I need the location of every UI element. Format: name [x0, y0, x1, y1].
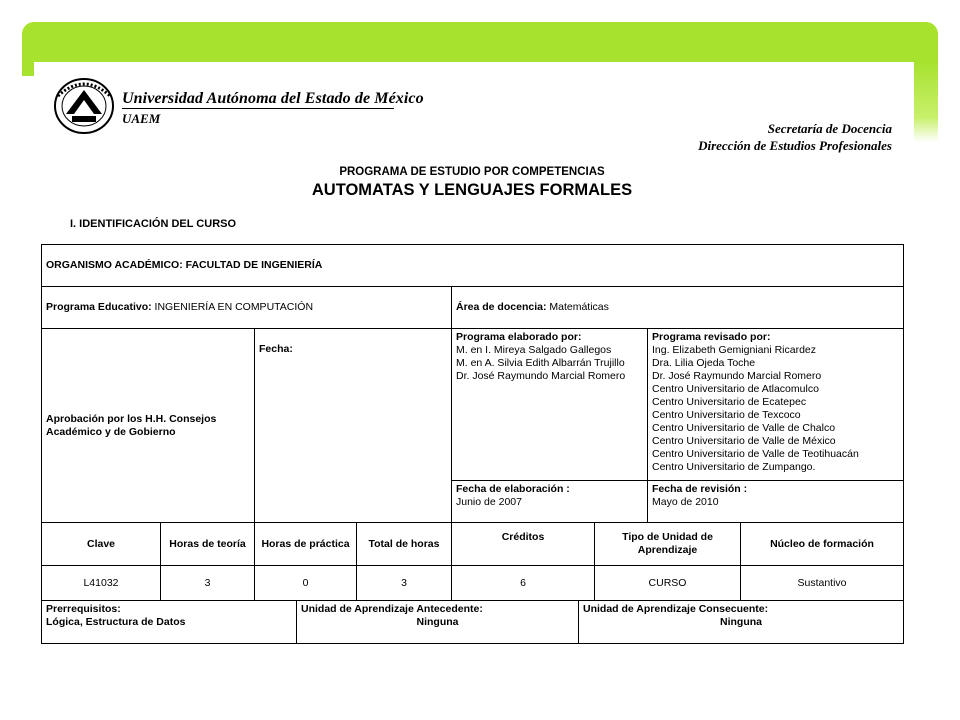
- table-cell: Sustantivo: [741, 566, 904, 601]
- university-name: Universidad Autónoma del Estado de México: [122, 90, 424, 107]
- elaborado-name: M. en A. Silvia Edith Albarrán Trujillo: [456, 357, 625, 369]
- credits-table: [41, 522, 904, 601]
- aprobacion-row: [42, 329, 904, 481]
- prerequisites-row: [42, 601, 904, 644]
- fecha-label: Fecha:: [255, 329, 452, 523]
- programa-row: [42, 287, 904, 329]
- fecha-elab-cell: [452, 481, 648, 523]
- antecedente-value: Ninguna: [416, 616, 459, 628]
- fecha-elab-value: Junio de 2007: [456, 496, 522, 508]
- prerreq-value: Lógica, Estructura de Datos: [46, 616, 186, 628]
- area-value: Matemáticas: [549, 301, 609, 313]
- organismo-value: FACULTAD DE INGENIERÍA: [185, 259, 323, 271]
- elaborado-cell: [452, 329, 648, 481]
- credits-header-row: [42, 523, 904, 566]
- direccion-text: Dirección de Estudios Profesionales: [698, 138, 892, 153]
- col-header: Horas de teoría: [161, 523, 255, 566]
- fecha-rev-label: Fecha de revisión :: [652, 483, 748, 495]
- consecuente-label: Unidad de Aprendizaje Consecuente:: [583, 603, 769, 615]
- col-header: Horas de práctica: [255, 523, 357, 566]
- program-title: AUTOMATAS Y LENGUAJES FORMALES: [311, 181, 633, 199]
- secretaria-text: Secretaría de Docencia: [767, 121, 892, 136]
- elaborado-name: Dr. José Raymundo Marcial Romero: [456, 370, 626, 382]
- revisado-name: Dr. José Raymundo Marcial Romero: [652, 370, 822, 382]
- revisado-name: Centro Universitario de Texcoco: [652, 409, 801, 421]
- university-seal-icon: [52, 76, 116, 136]
- aprobacion-cell: Aprobación por los H.H. Consejos Académico y de Gobierno: [42, 329, 255, 523]
- antecedente-cell: [297, 601, 579, 644]
- col-header: Créditos: [452, 523, 595, 566]
- prerreq-cell: [42, 601, 297, 644]
- revisado-name: Centro Universitario de Ecatepec: [652, 396, 807, 408]
- programa-label: Programa Educativo:: [46, 301, 152, 313]
- table-cell: 3: [161, 566, 255, 601]
- elaborado-label: Programa elaborado por:: [456, 331, 582, 343]
- revisado-name: Centro Universitario de Zumpango.: [652, 461, 816, 473]
- consecuente-cell: [579, 601, 904, 644]
- area-label: Área de docencia:: [456, 301, 547, 313]
- programa-value: INGENIERÍA EN COMPUTACIÓN: [154, 301, 314, 313]
- table-cell: 0: [255, 566, 357, 601]
- revisado-name: Centro Universitario de Valle de Chalco: [652, 422, 836, 434]
- organismo-cell: [42, 245, 904, 287]
- consecuente-value: Ninguna: [720, 616, 762, 628]
- revisado-name: Centro Universitario de Valle de Teotihuacán: [652, 448, 859, 460]
- identification-table: [41, 244, 904, 523]
- fecha-elab-label: Fecha de elaboración :: [456, 483, 570, 495]
- prerreq-label: Prerrequisitos:: [46, 603, 121, 615]
- organismo-row: [42, 245, 904, 287]
- university-underline: [122, 108, 394, 109]
- slide-right-bar: [914, 60, 938, 142]
- table-cell: L41032: [42, 566, 161, 601]
- col-header: Núcleo de formación: [741, 523, 904, 566]
- university-abbr: UAEM: [122, 111, 161, 126]
- area-cell: [452, 287, 904, 329]
- programa-cell: [42, 287, 452, 329]
- col-header: Clave: [42, 523, 161, 566]
- elaborado-name: M. en I. Mireya Salgado Gallegos: [456, 344, 612, 356]
- table-cell: CURSO: [595, 566, 741, 601]
- prerequisites-table: [41, 600, 904, 644]
- revisado-cell: [648, 329, 904, 481]
- table-cell: 6: [452, 566, 595, 601]
- revisado-name: Centro Universitario de Atlacomulco: [652, 383, 819, 395]
- organismo-label: ORGANISMO ACADÉMICO:: [46, 259, 183, 271]
- revisado-name: Centro Universitario de Valle de México: [652, 435, 836, 447]
- revisado-label: Programa revisado por:: [652, 331, 771, 343]
- col-header: Total de horas: [357, 523, 452, 566]
- fecha-rev-value: Mayo de 2010: [652, 496, 719, 508]
- table-cell: 3: [357, 566, 452, 601]
- fecha-rev-cell: [648, 481, 904, 523]
- credits-data-row: [42, 566, 904, 601]
- revisado-name: Dra. Lilia Ojeda Toche: [652, 357, 756, 369]
- program-subtitle: PROGRAMA DE ESTUDIO POR COMPETENCIAS: [339, 166, 605, 178]
- col-header: Tipo de Unidad de Aprendizaje: [595, 523, 741, 566]
- revisado-name: Ing. Elizabeth Gemigniani Ricardez: [652, 344, 817, 356]
- secretaria-block: [698, 120, 892, 154]
- section-heading: I. IDENTIFICACIÓN DEL CURSO: [70, 218, 237, 230]
- antecedente-label: Unidad de Aprendizaje Antecedente:: [301, 603, 483, 615]
